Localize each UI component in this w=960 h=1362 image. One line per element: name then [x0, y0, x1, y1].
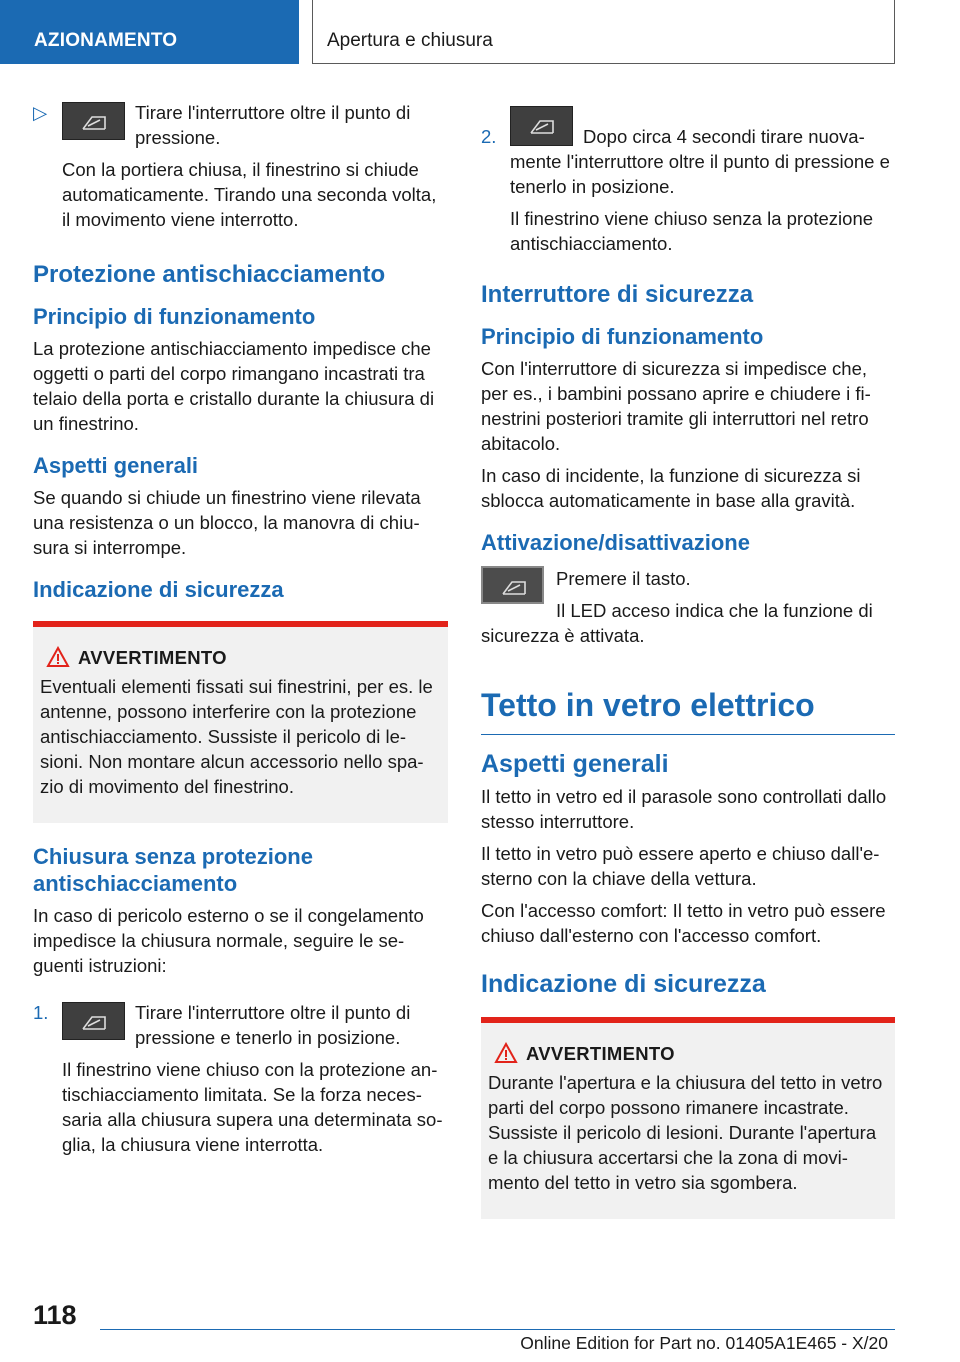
step-marker: ▷ — [33, 102, 48, 123]
heading-aspetti-right: Aspetti generali — [481, 750, 669, 778]
paragraph-led: Il LED acceso indica che la funzione di sicurezza è attivata. — [481, 600, 873, 646]
paragraph-principio: La protezione antischiacciamento impedisce che oggetti o parti del corpo rimangano incastrati tra telaio della porta e cristallo durante la chiusura di un finestrino. — [33, 338, 435, 434]
heading-principio: Principio di funzionamento — [33, 304, 316, 329]
warning-box-right — [481, 1017, 895, 1219]
step-arrow — [33, 100, 448, 239]
window-switch-icon — [62, 1002, 125, 1040]
paragraph-principio-1: Con l'interruttore di sicurezza si impedisce che, per es., i bambini possano aprire e chiudere i finestrini posteriori tramite gli interruttori nel retro abitacolo. — [481, 358, 871, 454]
warning-title-text: AVVERTIMENTO — [526, 1043, 675, 1064]
chapter-heading-tetto: Tetto in vetro elettrico — [481, 687, 895, 735]
paragraph-premere: Premere il tasto. — [556, 568, 691, 589]
heading-interruttore: Interruttore di sicurezza — [481, 281, 754, 308]
paragraph-chiusura: In caso di pericolo esterno o se il congelamento impedisce la chiusura normale, seguire le seguenti istruzioni: — [33, 905, 424, 976]
paragraph-aspetti-1: Il tetto in vetro ed il parasole sono controllati dallo stesso interruttore. — [481, 786, 887, 832]
step-marker: 2. — [481, 126, 497, 147]
footer-divider — [100, 1329, 895, 1330]
warning-triangle-icon — [46, 646, 70, 673]
warning-text: Eventuali elementi fissati sui finestrini, per es. le antenne, possono interferire con la protezione antischiacciamento. Sussiste il pericolo di lesioni. Non montare alcun accessorio nello spazio di movimento del finestrino. — [40, 676, 433, 797]
step-note: Il finestrino viene chiuso senza la protezione antischiacciamento. — [510, 208, 874, 254]
heading-indicazione-right: Indicazione di sicurezza — [481, 970, 766, 998]
safety-switch-block — [481, 566, 895, 655]
heading-aspetti: Aspetti generali — [33, 453, 199, 478]
warning-title — [488, 1043, 887, 1065]
warning-title-text: AVVERTIMENTO — [78, 647, 227, 668]
warning-text: Durante l'apertura e la chiusura del tetto in vetro parti del corpo possono rimanere incastrate. Sussiste il pericolo di lesioni. Durante l'apertura e la chiusura accertarsi che la zona di movimento del tetto in vetro sia sgombera. — [488, 1072, 883, 1193]
heading-principio-right: Principio di funzionamento — [481, 324, 764, 349]
header-chapter — [312, 0, 895, 64]
step-2 — [481, 106, 895, 263]
step-note: Con la portiera chiusa, il finestrino si chiude automaticamente. Tirando una seconda volta, il movimento viene interrotto. — [62, 159, 437, 230]
paragraph-aspetti-2: Il tetto in vetro può essere aperto e chiuso dall'esterno con la chiave della vettura. — [481, 843, 880, 889]
paragraph-aspetti: Se quando si chiude un finestrino viene rilevata una resistenza o un blocco, la manovra di chiusura si interrompe. — [33, 487, 421, 558]
paragraph-principio-2: In caso di incidente, la funzione di sicurezza si sblocca automaticamente in base alla gravità. — [481, 465, 861, 511]
header-section-tab — [0, 0, 299, 64]
heading-chiusura: Chiusura senza protezione antischiacciamento — [33, 844, 313, 896]
step-note: Il finestrino viene chiuso con la protezione antischiacciamento limitata. Se la forza necessaria alla chiusura supera una determinata soglia, la chiusura viene interrotta. — [62, 1059, 443, 1155]
window-switch-icon — [62, 102, 125, 140]
right-column — [481, 106, 895, 1239]
section-title: AZIONAMENTO — [34, 30, 178, 51]
step-text: Tirare l'interruttore oltre il punto di pressione. — [135, 102, 411, 148]
chapter-title: Apertura e chiusura — [327, 30, 493, 51]
heading-protezione: Protezione antischiacciamento — [33, 261, 386, 288]
heading-indicazione: Indicazione di sicurezza — [33, 577, 284, 602]
warning-triangle-icon — [494, 1042, 518, 1069]
safety-switch-icon — [481, 566, 544, 604]
heading-attivazione: Attivazione/disattivazione — [481, 530, 750, 555]
step-marker: 1. — [33, 1002, 49, 1023]
window-switch-icon — [510, 106, 573, 146]
step-1 — [33, 1000, 448, 1164]
paragraph-aspetti-3: Con l'accesso comfort: Il tetto in vetro può essere chiuso dall'esterno con l'accesso comfort. — [481, 900, 886, 946]
warning-title — [40, 647, 440, 669]
footer-edition: Online Edition for Part no. 01405A1E465 - X/20 — [520, 1333, 888, 1353]
step-text: Tirare l'interruttore oltre il punto di pressione e tenerlo in posizione. — [135, 1002, 411, 1048]
warning-box — [33, 621, 448, 823]
step-text: Dopo circa 4 secondi tirare nuovamente l'interruttore oltre il punto di pressione e tenerlo in posizione. — [510, 126, 890, 197]
left-column — [33, 100, 448, 1171]
page-number: 118 — [33, 1300, 77, 1330]
